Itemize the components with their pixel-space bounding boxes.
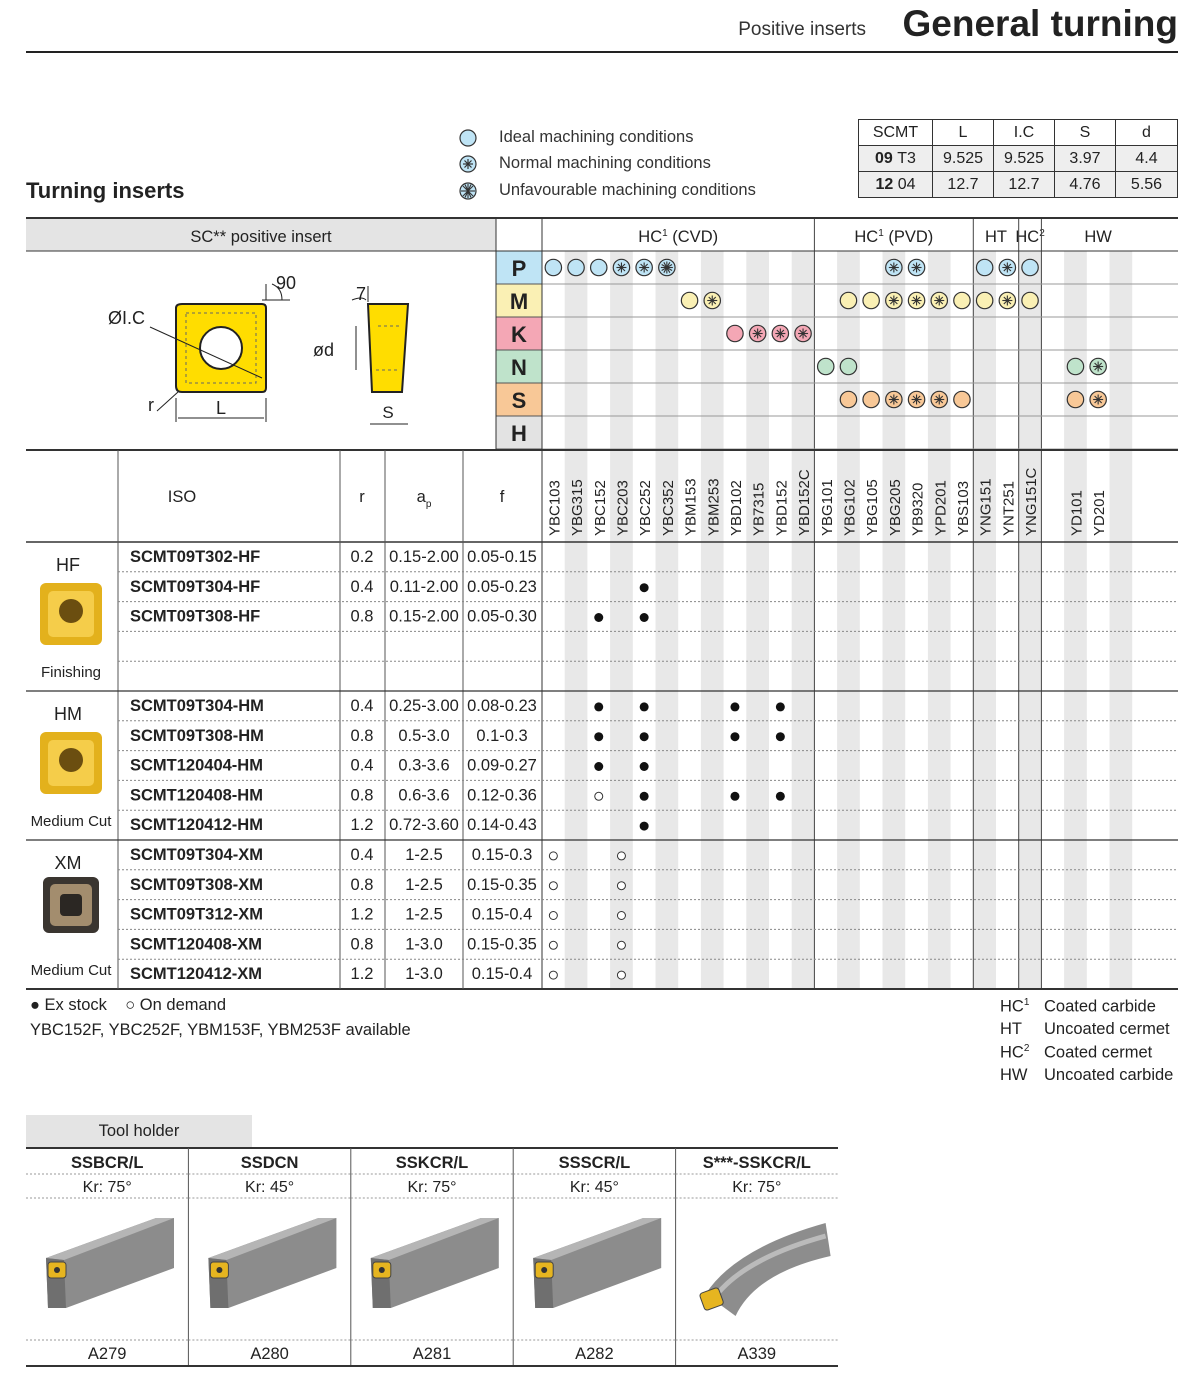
- holder-name: SSSCR/L: [558, 1154, 631, 1172]
- abbr-text: Uncoated cermet: [1044, 1020, 1170, 1038]
- grade-name: YBC352: [659, 480, 677, 536]
- grade-name: YBD152: [773, 480, 791, 536]
- dims-s: 3.97: [1055, 146, 1116, 172]
- on-demand-label: ○ On demand: [125, 996, 227, 1014]
- dims-size: 12: [875, 175, 894, 193]
- dims-l: 12.7: [933, 172, 994, 198]
- ex-stock-dot: [640, 762, 649, 771]
- grade-name: YNT251: [1000, 480, 1018, 536]
- holder-bar: [706, 1223, 831, 1316]
- grade-group-header: HW: [1084, 228, 1112, 246]
- insert-diagram: [108, 273, 408, 424]
- on-demand-dot: [617, 971, 625, 979]
- condition-circle: [1067, 391, 1083, 407]
- f-value: 0.09-0.27: [467, 756, 537, 775]
- grade-column-stripe: [973, 251, 996, 989]
- ideal-circle-icon: [1067, 358, 1083, 374]
- ap-value: 1-2.5: [405, 905, 443, 924]
- ex-stock-dot: [730, 702, 739, 711]
- holder-kr: Kr: 45°: [569, 1179, 619, 1196]
- holder-kr: Kr: 75°: [407, 1179, 457, 1196]
- ap-value: 1-3.0: [405, 935, 443, 954]
- ideal-circle-icon: [976, 259, 992, 275]
- grade-name: YBG205: [886, 479, 904, 536]
- condition-circle: [976, 259, 992, 275]
- ex-stock-dot: [640, 702, 649, 711]
- dims-d: 4.4: [1116, 146, 1178, 172]
- condition-circle: [863, 391, 879, 407]
- abbr-text: Uncoated carbide: [1044, 1066, 1174, 1084]
- on-demand-dot: [549, 912, 557, 920]
- footnote-available: YBC152F, YBC252F, YBM153F, YBM253F available: [30, 1021, 411, 1039]
- condition-circle: [954, 292, 970, 308]
- legend-normal-label: Normal machining conditions: [499, 154, 711, 172]
- normal-star-icon: [908, 259, 924, 275]
- grade-name: YBG315: [569, 479, 587, 536]
- tool-holder-image: [533, 1218, 661, 1308]
- legend-unfavourable-label: Unfavourable machining conditions: [499, 181, 756, 199]
- f-value: 0.05-0.30: [467, 607, 537, 626]
- f-value: 0.05-0.15: [467, 548, 537, 566]
- angle-90-label: 90: [276, 273, 297, 293]
- iso-code: SCMT09T312-XM: [130, 905, 263, 924]
- condition-circle: [840, 391, 856, 407]
- l-label: L: [215, 398, 227, 418]
- ic-label: ØI.C: [108, 308, 146, 328]
- ap-value: 1-3.0: [405, 965, 443, 984]
- dims-size: 09: [875, 149, 893, 167]
- dims-header-d: d: [1116, 120, 1178, 146]
- radius-label: r: [148, 395, 154, 415]
- ex-stock-dot: [776, 702, 785, 711]
- section-title: Turning inserts: [26, 178, 185, 203]
- iso-code: SCMT120412-XM: [130, 965, 263, 984]
- grade-name: YD201: [1091, 490, 1109, 536]
- insert-thumb-hole: [60, 894, 82, 916]
- iso-code: SCMT09T304-HF: [130, 577, 261, 596]
- ideal-circle-icon: [545, 259, 561, 275]
- dims-ic: 9.525: [994, 146, 1055, 172]
- normal-star-icon: [908, 391, 924, 407]
- ideal-circle-icon: [1022, 292, 1038, 308]
- grade-column-stripe: [792, 251, 815, 989]
- dims-ic: 12.7: [994, 172, 1055, 198]
- radius-value: 0.8: [350, 935, 374, 954]
- abbr-hc1: [1000, 997, 1156, 1017]
- tool-holder-image: [46, 1218, 174, 1308]
- radius-value: 0.8: [350, 607, 374, 626]
- f-header: f: [499, 488, 505, 506]
- iso-code: SCMT120408-XM: [130, 935, 263, 954]
- section-caption: Finishing: [40, 664, 102, 681]
- abbr-code: HT: [1000, 1020, 1022, 1038]
- abbr-text: Coated carbide: [1044, 997, 1156, 1016]
- dims-suffix: T3: [897, 149, 916, 167]
- ideal-circle-icon: [591, 259, 607, 275]
- ex-stock-dot: [594, 732, 603, 741]
- grade-column-stripe: [928, 251, 951, 989]
- ap-header: $a_p$: [416, 488, 432, 510]
- radius-value: 1.2: [350, 965, 374, 984]
- dims-s: 4.76: [1055, 172, 1116, 198]
- iso-code: SCMT09T308-HM: [130, 726, 264, 745]
- iso-code: SCMT09T308-HF: [130, 607, 261, 626]
- condition-circle: [954, 391, 970, 407]
- on-demand-dot: [617, 882, 625, 890]
- dims-header-s: S: [1055, 120, 1116, 146]
- grade-name: YBM253: [705, 478, 723, 536]
- material-letter: M: [509, 289, 529, 314]
- tool-holder-table: [0, 1148, 1200, 1378]
- grade-group-header: $HC^1$ (CVD): [638, 228, 719, 246]
- on-demand-dot: [617, 912, 625, 920]
- insert-thumb-hole: [59, 599, 83, 623]
- radius-value: 0.4: [350, 756, 374, 775]
- dims-l: 9.525: [933, 146, 994, 172]
- condition-circle: [840, 358, 856, 374]
- condition-circle: [591, 259, 607, 275]
- holder-name: SSBCR/L: [70, 1154, 144, 1172]
- ideal-circle-icon: [1022, 259, 1038, 275]
- on-demand-dot: [549, 971, 557, 979]
- grade-name: YBG102: [841, 479, 859, 536]
- radius-value: 0.4: [350, 577, 374, 596]
- ex-stock-dot: [640, 613, 649, 622]
- legend-ideal-label: Ideal machining conditions: [499, 128, 694, 146]
- normal-star-icon: [886, 292, 902, 308]
- grade-name: YBD102: [727, 480, 745, 536]
- grade-name: YBC252: [637, 480, 655, 536]
- normal-star-icon: [999, 292, 1015, 308]
- condition-circle: [1067, 358, 1083, 374]
- section-code: HF: [56, 555, 80, 575]
- holder-kr: Kr: 45°: [245, 1179, 295, 1196]
- iso-code: SCMT120408-HM: [130, 786, 263, 805]
- footnote-stock: [30, 996, 226, 1015]
- abbr-hc2: [1000, 1043, 1152, 1063]
- grade-name: YBC203: [614, 480, 632, 536]
- condition-circle: [818, 358, 834, 374]
- holder-page: A282: [575, 1345, 614, 1363]
- material-letter: S: [511, 388, 527, 413]
- section-code: HM: [54, 704, 82, 724]
- r-header: r: [359, 488, 365, 506]
- normal-star-icon: [1090, 391, 1106, 407]
- section-code: XM: [54, 853, 82, 873]
- insert-hole: [200, 327, 242, 369]
- condition-circle: [1022, 292, 1038, 308]
- f-value: 0.15-0.35: [467, 875, 537, 894]
- holder-kr: Kr: 75°: [82, 1179, 132, 1196]
- ap-value: 0.6-3.6: [398, 786, 450, 805]
- normal-star-icon: [795, 325, 811, 341]
- on-demand-dot: [617, 852, 625, 860]
- grade-column-stripe: [701, 251, 724, 989]
- dims-header-l: L: [933, 120, 994, 146]
- holder-page: A279: [87, 1345, 127, 1363]
- ideal-circle-icon: [727, 325, 743, 341]
- abbr-ht: [1000, 1020, 1170, 1039]
- f-value: 0.1-0.3: [476, 726, 528, 745]
- iso-code: SCMT120404-HM: [130, 756, 263, 775]
- grade-column-stripe: [883, 251, 906, 989]
- ap-value: 0.25-3.00: [389, 697, 459, 715]
- holder-screw: [379, 1267, 385, 1273]
- normal-star-icon: [931, 292, 947, 308]
- holder-page: A281: [412, 1345, 452, 1363]
- holder-screw: [54, 1267, 60, 1273]
- on-demand-dot: [549, 852, 557, 860]
- page-title: General turning: [902, 3, 1178, 44]
- ex-stock-dot: [640, 583, 649, 592]
- material-letter: H: [511, 421, 527, 446]
- normal-star-icon: [1090, 358, 1106, 374]
- ex-stock-dot: [594, 702, 603, 711]
- ex-stock-dot: [594, 613, 603, 622]
- ex-stock-dot: [594, 762, 603, 771]
- angle-7-label: 7: [356, 284, 367, 304]
- ap-value: 0.15-2.00: [389, 548, 459, 566]
- grade-column-stripe: [746, 251, 769, 989]
- iso-code: SCMT09T304-HM: [130, 697, 264, 715]
- grade-name: YPD201: [932, 480, 950, 536]
- ap-value: 0.5-3.0: [398, 726, 450, 745]
- iso-code: SCMT09T302-HF: [130, 548, 261, 566]
- ideal-circle-icon: [840, 358, 856, 374]
- grade-name: YD101: [1068, 490, 1086, 536]
- radius-value: 0.4: [350, 846, 374, 864]
- material-letter: P: [511, 256, 527, 281]
- insert-thumb-hole: [59, 748, 83, 772]
- ap-value: 0.3-3.6: [398, 756, 450, 775]
- ideal-circle-icon: [840, 292, 856, 308]
- radius-leader: [157, 392, 178, 411]
- holder-kr: Kr: 75°: [732, 1179, 782, 1196]
- grade-name: YB7315: [750, 482, 768, 536]
- ap-value: 0.15-2.00: [389, 607, 459, 626]
- section-caption: Medium Cut: [30, 962, 112, 979]
- grade-column-stripe: [610, 251, 633, 989]
- f-value: 0.15-0.4: [471, 905, 533, 924]
- radius-value: 0.8: [350, 875, 374, 894]
- condition-circle: [1022, 259, 1038, 275]
- normal-star-icon: [999, 259, 1015, 275]
- dims-d: 5.56: [1116, 172, 1178, 198]
- ideal-circle-icon: [863, 391, 879, 407]
- condition-circle: [863, 292, 879, 308]
- grade-name: YNG151: [977, 478, 995, 536]
- normal-star-icon: [613, 259, 629, 275]
- ex-stock-dot: [776, 732, 785, 741]
- abbr-hw: [1000, 1066, 1173, 1085]
- abbr-code: $HC^2$: [1000, 1043, 1030, 1062]
- grade-name: YBC152: [591, 480, 609, 536]
- ex-stock-dot: [730, 732, 739, 741]
- s-label: S: [382, 403, 394, 422]
- ideal-circle-icon: [954, 292, 970, 308]
- normal-star-icon: [931, 391, 947, 407]
- ex-stock-dot: [640, 732, 649, 741]
- ideal-circle-icon: [568, 259, 584, 275]
- f-value: 0.05-0.23: [467, 577, 537, 596]
- radius-value: 0.2: [350, 548, 374, 566]
- condition-circle: [840, 292, 856, 308]
- condition-circle: [727, 325, 743, 341]
- f-value: 0.15-0.35: [467, 935, 537, 954]
- ap-value: 1-2.5: [405, 846, 443, 864]
- tool-holder-image: [371, 1218, 499, 1308]
- ideal-circle-icon: [954, 391, 970, 407]
- normal-star-icon: [908, 292, 924, 308]
- section-caption: Medium Cut: [30, 813, 112, 830]
- condition-circle: [545, 259, 561, 275]
- grade-column-stripe: [656, 251, 679, 989]
- insert-side-view: [368, 304, 408, 392]
- radius-value: 0.8: [350, 786, 374, 805]
- grade-name: YBC103: [546, 480, 564, 536]
- holder-page: A339: [737, 1345, 777, 1363]
- grade-name: YB9320: [909, 482, 927, 536]
- ideal-circle-icon: [976, 292, 992, 308]
- normal-star-icon: [704, 292, 720, 308]
- ex-stock-label: ● Ex stock: [30, 996, 107, 1014]
- iso-code: SCMT120412-HM: [130, 816, 263, 835]
- holder-name: SSDCN: [240, 1154, 299, 1172]
- f-value: 0.08-0.23: [467, 697, 537, 715]
- unfavourable-star-icon: [659, 259, 675, 275]
- iso-code: SCMT09T308-XM: [130, 875, 263, 894]
- abbr-text: Coated cermet: [1044, 1043, 1153, 1062]
- grade-name: YBG101: [818, 479, 836, 536]
- d-label: ød: [313, 340, 335, 360]
- ideal-circle-icon: [818, 358, 834, 374]
- ideal-circle-icon: [1067, 391, 1083, 407]
- radius-value: 0.8: [350, 726, 374, 745]
- normal-star-icon: [886, 259, 902, 275]
- f-value: 0.15-0.4: [471, 965, 533, 984]
- radius-value: 1.2: [350, 905, 374, 924]
- ideal-circle-icon: [681, 292, 697, 308]
- ex-stock-dot: [640, 822, 649, 831]
- material-letter: N: [511, 355, 527, 380]
- ex-stock-dot: [730, 792, 739, 801]
- grade-name: YBG105: [864, 479, 882, 536]
- f-value: 0.15-0.3: [471, 846, 533, 864]
- ap-value: 1-2.5: [405, 875, 443, 894]
- grade-name: YBM153: [682, 478, 700, 536]
- condition-circle: [568, 259, 584, 275]
- grade-name: YNG151C: [1023, 467, 1041, 536]
- tool-holder-image: [699, 1223, 830, 1316]
- condition-circle: [681, 292, 697, 308]
- on-demand-dot: [549, 882, 557, 890]
- header-subtitle: Positive inserts: [738, 19, 866, 40]
- ideal-circle-icon: [840, 391, 856, 407]
- grade-column-stripe: [1110, 251, 1133, 989]
- dims-suffix: 04: [897, 175, 916, 193]
- holder-screw: [541, 1267, 547, 1273]
- on-demand-dot: [549, 941, 557, 949]
- iso-header: ISO: [167, 488, 197, 506]
- on-demand-dot: [617, 941, 625, 949]
- radius-value: 0.4: [350, 697, 374, 715]
- dims-header-ic: I.C: [994, 120, 1055, 146]
- grade-group-header: $HC^2$: [1015, 228, 1045, 246]
- abbr-code: HW: [1000, 1066, 1028, 1084]
- holder-name: SSKCR/L: [395, 1154, 469, 1172]
- grade-name: YBD152C: [796, 469, 814, 536]
- normal-star-icon: [749, 325, 765, 341]
- normal-star-icon: [772, 325, 788, 341]
- ap-value: 0.11-2.00: [389, 577, 459, 596]
- abbr-code: $HC^1$: [1000, 997, 1030, 1016]
- grade-column-stripe: [1019, 251, 1042, 989]
- holder-page: A280: [250, 1345, 289, 1363]
- iso-code: SCMT09T304-XM: [130, 846, 263, 864]
- ap-value: 0.72-3.60: [389, 816, 459, 835]
- on-demand-dot: [595, 792, 603, 800]
- grade-name: YBS103: [954, 480, 972, 536]
- tool-holder-image: [208, 1218, 336, 1308]
- insert-header-title: SC** positive insert: [190, 228, 332, 246]
- ideal-circle-icon: [863, 292, 879, 308]
- ex-stock-dot: [640, 792, 649, 801]
- f-value: 0.14-0.43: [467, 816, 537, 835]
- tool-holder-title: Tool holder: [26, 1115, 252, 1147]
- grade-column-stripe: [565, 251, 588, 989]
- f-value: 0.12-0.36: [467, 786, 537, 805]
- holder-name: S***-SSKCR/L: [702, 1154, 811, 1172]
- holder-screw: [216, 1267, 222, 1273]
- condition-circle: [976, 292, 992, 308]
- ex-stock-dot: [776, 792, 785, 801]
- radius-value: 1.2: [350, 816, 374, 835]
- grade-group-header: HT: [985, 228, 1007, 246]
- grade-group-header: $HC^1$ (PVD): [854, 228, 934, 246]
- normal-star-icon: [636, 259, 652, 275]
- normal-star-icon: [886, 391, 902, 407]
- dims-header-scmt: SCMT: [859, 120, 933, 146]
- material-letter: K: [511, 322, 527, 347]
